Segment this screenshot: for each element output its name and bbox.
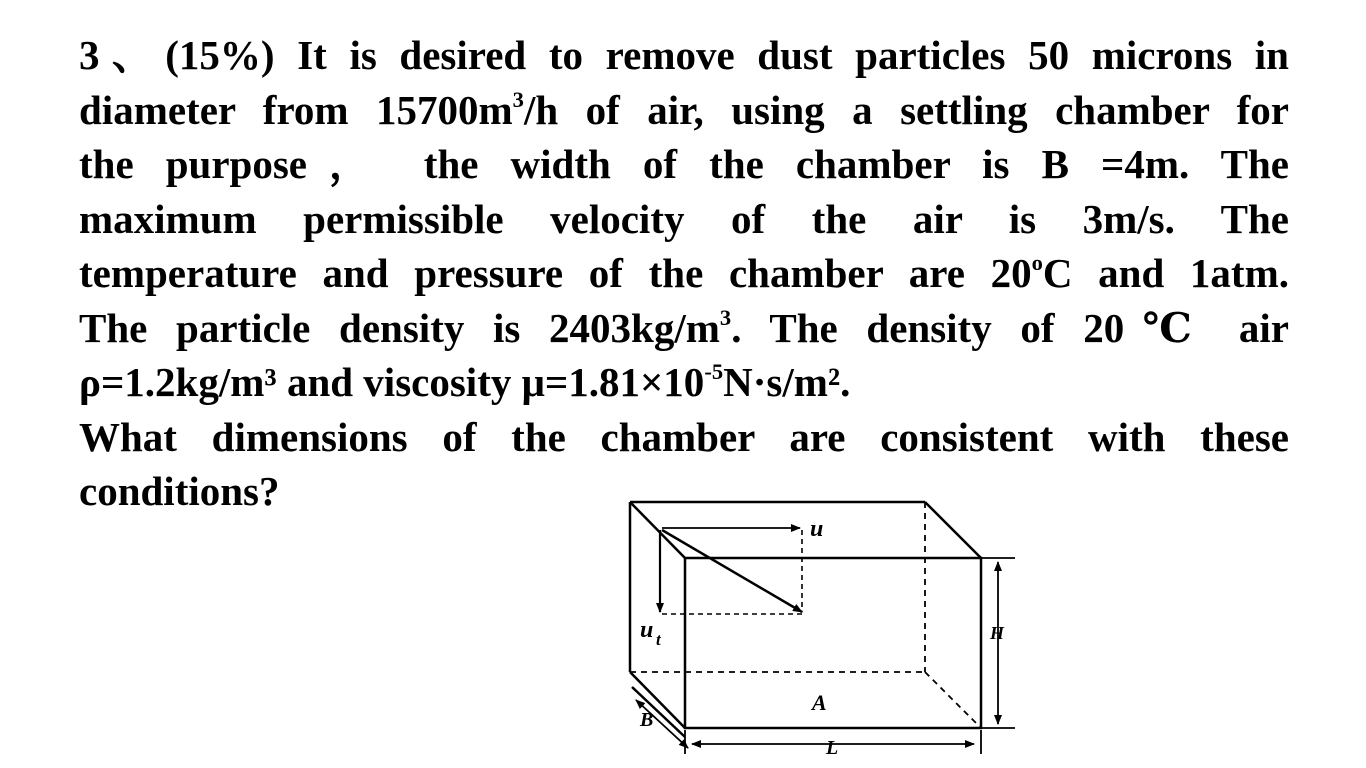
line-text: conditions?	[79, 468, 280, 514]
line-text: diameter from 15700m	[79, 86, 513, 133]
problem-statement	[79, 28, 1289, 519]
box-edges	[630, 502, 981, 737]
line-text: C and 1atm.	[1042, 250, 1289, 296]
line-text: maximum permissible velocity of the air is 3m/s. The	[79, 195, 1289, 242]
problem-line-4	[79, 192, 1289, 247]
line-text: . The density of 20℃ air	[731, 304, 1289, 351]
line-text: 3、(15%) It is desired to remove dust particles 50 microns in	[79, 32, 1289, 78]
problem-line-8	[79, 410, 1289, 465]
height-dimension	[981, 558, 1015, 728]
line-text: temperature and pressure of the chamber are 20	[79, 250, 1032, 296]
velocity-vectors	[660, 528, 802, 614]
superscript: 3	[512, 86, 524, 112]
problem-line-1	[79, 28, 1289, 83]
line-text: ρ=1.2kg/m³ and viscosity μ=1.81×10	[79, 359, 705, 405]
superscript: o	[1031, 250, 1043, 276]
line-text: N·s/m².	[723, 359, 851, 405]
line-text: The particle density is 2403kg/m	[79, 304, 720, 351]
superscript: 3	[719, 304, 732, 330]
problem-line-5	[79, 246, 1289, 301]
line-text: What dimensions of the chamber are consistent with these	[79, 413, 1289, 460]
problem-line-6	[79, 301, 1289, 356]
label-u: u	[810, 516, 824, 542]
label-B: B	[640, 709, 654, 731]
line-text: /h of air, using a settling chamber for	[523, 86, 1289, 133]
problem-line-7	[79, 355, 1289, 410]
label-ut: u	[640, 617, 654, 643]
settling-chamber-diagram	[620, 492, 1040, 764]
problem-line-2	[79, 83, 1289, 138]
superscript: -5	[704, 359, 724, 385]
label-A: A	[812, 690, 827, 715]
label-ut-subscript: t	[656, 630, 661, 649]
hidden-edges	[630, 502, 981, 728]
line-text: the purpose， the width of the chamber is B =4m. The	[79, 141, 1289, 187]
problem-line-3	[79, 137, 1289, 192]
label-H: H	[990, 623, 1005, 643]
label-L: L	[826, 737, 839, 759]
